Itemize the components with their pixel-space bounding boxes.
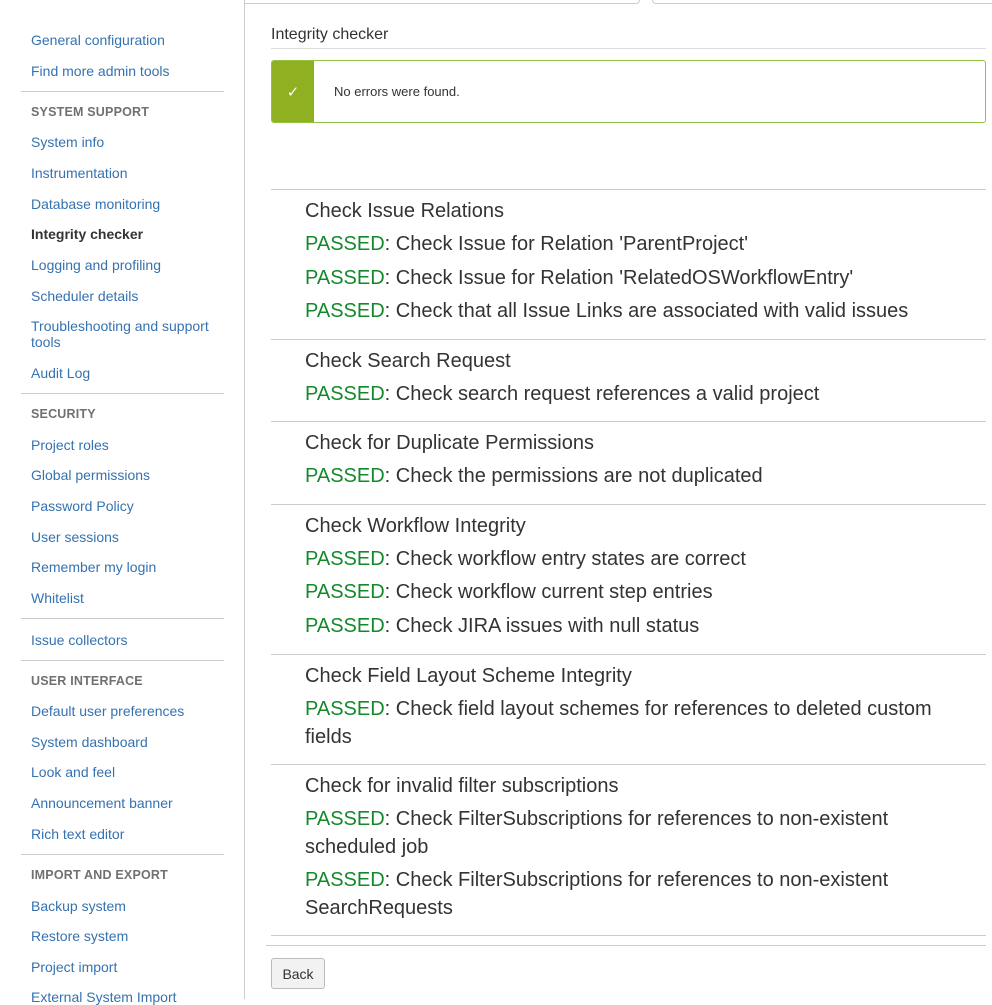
sidebar-heading-user-interface: USER INTERFACE (31, 674, 143, 688)
footer-divider (266, 945, 986, 946)
sidebar-item-integrity-checker[interactable]: Integrity checker (31, 226, 144, 242)
check-group-title: Check Field Layout Scheme Integrity (305, 665, 632, 687)
check-group-title: Check Workflow Integrity (305, 515, 526, 537)
passed-status: PASSED (305, 383, 385, 405)
passed-status: PASSED (305, 581, 385, 603)
section-divider (271, 935, 986, 936)
sidebar-item-remember-my-login[interactable]: Remember my login (31, 559, 157, 575)
sidebar-item-restore-system[interactable]: Restore system (31, 928, 129, 944)
check-group-title: Check Search Request (305, 350, 511, 372)
admin-sidebar (0, 0, 245, 1005)
tab-edge-right (652, 0, 992, 4)
sidebar-item-look-and-feel[interactable]: Look and feel (31, 764, 116, 780)
sidebar-heading-security: SECURITY (31, 407, 96, 421)
check-result (305, 578, 965, 606)
sidebar-item-issue-collectors[interactable]: Issue collectors (31, 632, 128, 648)
section-divider (271, 189, 986, 190)
sidebar-divider (21, 660, 224, 661)
check-result (305, 380, 965, 408)
section-divider (271, 421, 986, 422)
check-group-title: Check Issue Relations (305, 200, 504, 222)
check-group-title: Check for invalid filter subscriptions (305, 775, 619, 797)
sidebar-item-default-user-preferences[interactable]: Default user preferences (31, 703, 185, 719)
section-divider (271, 504, 986, 505)
sidebar-item-troubleshooting-and-support-tools[interactable]: Troubleshooting and support tools (31, 318, 209, 350)
sidebar-item-system-dashboard[interactable]: System dashboard (31, 734, 148, 750)
sidebar-divider (21, 854, 224, 855)
passed-status: PASSED (305, 698, 385, 720)
sidebar-item-project-import[interactable]: Project import (31, 959, 118, 975)
check-result (305, 695, 965, 751)
sidebar-item-find-more-admin-tools[interactable]: Find more admin tools (31, 63, 170, 79)
sidebar-item-global-permissions[interactable]: Global permissions (31, 467, 151, 483)
tab-edge-left (245, 0, 640, 4)
check-description: : Check that all Issue Links are associated with valid issues (384, 300, 909, 322)
sidebar-item-project-roles[interactable]: Project roles (31, 437, 109, 453)
check-icon: ✓ (272, 61, 314, 122)
sidebar-divider (21, 618, 224, 619)
check-description: : Check JIRA issues with null status (384, 615, 700, 637)
section-divider (271, 339, 986, 340)
check-description: : Check Issue for Relation 'RelatedOSWorkflowEntry' (384, 267, 854, 289)
check-result (305, 612, 965, 640)
sidebar-item-external-system-import[interactable]: External System Import (31, 989, 177, 1005)
success-message-text: No errors were found. (334, 84, 460, 99)
sidebar-heading-import-and-export: IMPORT AND EXPORT (31, 868, 168, 882)
title-divider (271, 48, 986, 49)
check-description: : Check field layout schemes for references to deleted custom fields (305, 698, 932, 748)
check-result (305, 545, 965, 573)
sidebar-item-user-sessions[interactable]: User sessions (31, 529, 119, 545)
check-result (305, 805, 965, 861)
section-divider (271, 764, 986, 765)
passed-status: PASSED (305, 233, 385, 255)
check-description: : Check the permissions are not duplicated (384, 465, 763, 487)
passed-status: PASSED (305, 808, 385, 830)
sidebar-item-announcement-banner[interactable]: Announcement banner (31, 795, 173, 811)
sidebar-item-logging-and-profiling[interactable]: Logging and profiling (31, 257, 161, 273)
passed-status: PASSED (305, 300, 385, 322)
back-button[interactable]: Back (271, 958, 325, 989)
sidebar-item-database-monitoring[interactable]: Database monitoring (31, 196, 161, 212)
sidebar-item-audit-log[interactable]: Audit Log (31, 365, 91, 381)
check-result (305, 230, 965, 258)
check-result (305, 297, 965, 325)
success-message (271, 60, 986, 123)
check-description: : Check Issue for Relation 'ParentProject' (384, 233, 749, 255)
passed-status: PASSED (305, 548, 385, 570)
sidebar-divider (21, 91, 224, 92)
passed-status: PASSED (305, 465, 385, 487)
passed-status: PASSED (305, 869, 385, 891)
sidebar-heading-system-support: SYSTEM SUPPORT (31, 105, 150, 119)
sidebar-item-system-info[interactable]: System info (31, 134, 105, 150)
sidebar-item-scheduler-details[interactable]: Scheduler details (31, 288, 139, 304)
check-description: : Check FilterSubscriptions for references to non-existent scheduled job (305, 808, 889, 858)
check-result (305, 264, 965, 292)
page-title: Integrity checker (271, 26, 389, 43)
sidebar-item-instrumentation[interactable]: Instrumentation (31, 165, 128, 181)
sidebar-item-whitelist[interactable]: Whitelist (31, 590, 84, 606)
sidebar-item-rich-text-editor[interactable]: Rich text editor (31, 826, 125, 842)
check-description: : Check workflow entry states are correct (384, 548, 746, 570)
sidebar-divider (21, 393, 224, 394)
passed-status: PASSED (305, 615, 385, 637)
check-description: : Check workflow current step entries (384, 581, 713, 603)
check-result (305, 866, 965, 922)
check-group-title: Check for Duplicate Permissions (305, 432, 594, 454)
check-description: : Check FilterSubscriptions for references to non-existent SearchRequests (305, 869, 889, 919)
sidebar-item-password-policy[interactable]: Password Policy (31, 498, 134, 514)
check-result (305, 462, 965, 490)
check-description: : Check search request references a valid project (384, 383, 820, 405)
sidebar-item-general-configuration[interactable]: General configuration (31, 32, 165, 48)
passed-status: PASSED (305, 267, 385, 289)
section-divider (271, 654, 986, 655)
sidebar-item-backup-system[interactable]: Backup system (31, 898, 126, 914)
